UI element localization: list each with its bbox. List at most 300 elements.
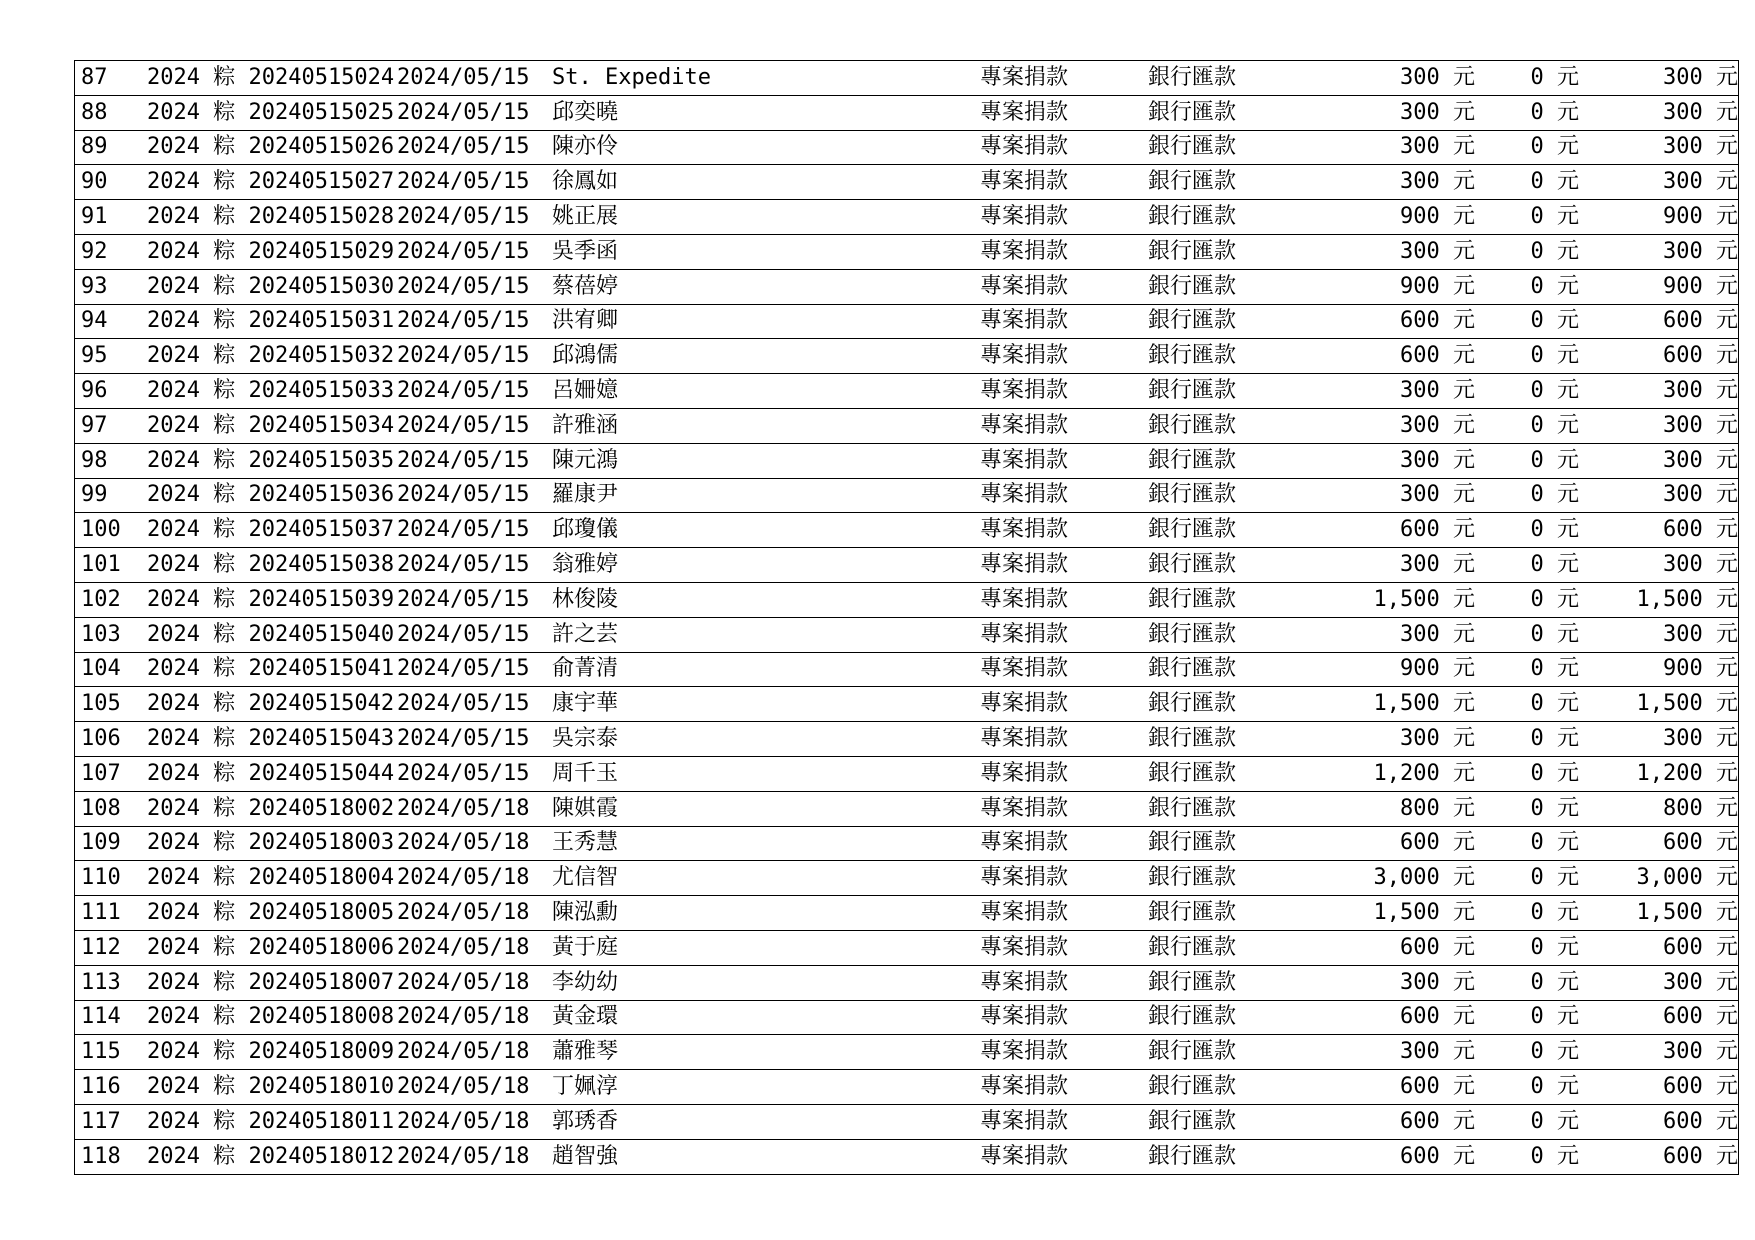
- net-amount: 800 元: [1579, 791, 1739, 826]
- donation-amount: 300 元: [1334, 443, 1475, 478]
- receipt-id: 2024 粽 20240515025: [147, 95, 397, 130]
- net-amount: 600 元: [1579, 304, 1739, 339]
- net-amount: 300 元: [1579, 61, 1739, 96]
- net-amount: 3,000 元: [1579, 861, 1739, 896]
- table-row: [75, 1139, 1739, 1174]
- donation-type: 專案捐款: [980, 1070, 1148, 1105]
- table-row: [75, 374, 1739, 409]
- donation-amount: 600 元: [1334, 1104, 1475, 1139]
- payment-method: 銀行匯款: [1148, 61, 1334, 96]
- payment-method: 銀行匯款: [1148, 582, 1334, 617]
- row-number: 99: [75, 478, 148, 513]
- payment-method: 銀行匯款: [1148, 443, 1334, 478]
- row-number: 111: [75, 896, 148, 931]
- receipt-id: 2024 粽 20240515024: [147, 61, 397, 96]
- donation-date: 2024/05/15: [397, 200, 552, 235]
- donor-name: 姚正展: [552, 200, 980, 235]
- donation-type: 專案捐款: [980, 965, 1148, 1000]
- row-number: 104: [75, 652, 148, 687]
- donation-type: 專案捐款: [980, 61, 1148, 96]
- receipt-id: 2024 粽 20240515036: [147, 478, 397, 513]
- donation-amount: 600 元: [1334, 930, 1475, 965]
- net-amount: 600 元: [1579, 339, 1739, 374]
- fee-amount: 0 元: [1475, 826, 1579, 861]
- donor-name: St. Expedite: [552, 61, 980, 96]
- row-number: 101: [75, 548, 148, 583]
- net-amount: 600 元: [1579, 1139, 1739, 1174]
- table-row: [75, 234, 1739, 269]
- net-amount: 300 元: [1579, 443, 1739, 478]
- donor-name: 康宇華: [552, 687, 980, 722]
- fee-amount: 0 元: [1475, 443, 1579, 478]
- row-number: 105: [75, 687, 148, 722]
- donation-amount: 300 元: [1334, 722, 1475, 757]
- net-amount: 900 元: [1579, 652, 1739, 687]
- donation-date: 2024/05/15: [397, 548, 552, 583]
- payment-method: 銀行匯款: [1148, 756, 1334, 791]
- donation-date: 2024/05/15: [397, 130, 552, 165]
- net-amount: 300 元: [1579, 165, 1739, 200]
- donor-name: 李幼幼: [552, 965, 980, 1000]
- table-row: [75, 1104, 1739, 1139]
- donor-name: 陳泓勳: [552, 896, 980, 931]
- fee-amount: 0 元: [1475, 1104, 1579, 1139]
- payment-method: 銀行匯款: [1148, 95, 1334, 130]
- receipt-id: 2024 粽 20240515037: [147, 513, 397, 548]
- payment-method: 銀行匯款: [1148, 1070, 1334, 1105]
- donation-type: 專案捐款: [980, 930, 1148, 965]
- donation-date: 2024/05/18: [397, 826, 552, 861]
- payment-method: 銀行匯款: [1148, 896, 1334, 931]
- net-amount: 300 元: [1579, 1035, 1739, 1070]
- donation-amount: 300 元: [1334, 130, 1475, 165]
- table-row: [75, 61, 1739, 96]
- donation-table-body: [75, 61, 1739, 1175]
- receipt-id: 2024 粽 20240515043: [147, 722, 397, 757]
- row-number: 88: [75, 95, 148, 130]
- donation-date: 2024/05/18: [397, 791, 552, 826]
- row-number: 89: [75, 130, 148, 165]
- donation-type: 專案捐款: [980, 1035, 1148, 1070]
- donor-name: 邱瓊儀: [552, 513, 980, 548]
- receipt-id: 2024 粽 20240515040: [147, 617, 397, 652]
- fee-amount: 0 元: [1475, 1139, 1579, 1174]
- donation-date: 2024/05/15: [397, 234, 552, 269]
- donation-date: 2024/05/15: [397, 652, 552, 687]
- donation-date: 2024/05/15: [397, 582, 552, 617]
- table-row: [75, 652, 1739, 687]
- payment-method: 銀行匯款: [1148, 687, 1334, 722]
- donation-date: 2024/05/15: [397, 687, 552, 722]
- donation-date: 2024/05/18: [397, 1000, 552, 1035]
- receipt-id: 2024 粽 20240515041: [147, 652, 397, 687]
- row-number: 108: [75, 791, 148, 826]
- donation-type: 專案捐款: [980, 861, 1148, 896]
- donation-type: 專案捐款: [980, 548, 1148, 583]
- table-row: [75, 687, 1739, 722]
- row-number: 93: [75, 269, 148, 304]
- donation-amount: 1,500 元: [1334, 896, 1475, 931]
- fee-amount: 0 元: [1475, 582, 1579, 617]
- payment-method: 銀行匯款: [1148, 1000, 1334, 1035]
- row-number: 87: [75, 61, 148, 96]
- net-amount: 900 元: [1579, 269, 1739, 304]
- table-row: [75, 548, 1739, 583]
- donation-type: 專案捐款: [980, 1104, 1148, 1139]
- payment-method: 銀行匯款: [1148, 791, 1334, 826]
- fee-amount: 0 元: [1475, 687, 1579, 722]
- donation-date: 2024/05/15: [397, 61, 552, 96]
- donor-name: 許雅涵: [552, 408, 980, 443]
- net-amount: 1,200 元: [1579, 756, 1739, 791]
- donation-amount: 300 元: [1334, 965, 1475, 1000]
- fee-amount: 0 元: [1475, 165, 1579, 200]
- row-number: 100: [75, 513, 148, 548]
- table-row: [75, 478, 1739, 513]
- receipt-id: 2024 粽 20240515042: [147, 687, 397, 722]
- payment-method: 銀行匯款: [1148, 165, 1334, 200]
- row-number: 90: [75, 165, 148, 200]
- donation-date: 2024/05/15: [397, 269, 552, 304]
- donor-name: 林俊陵: [552, 582, 980, 617]
- donor-name: 許之芸: [552, 617, 980, 652]
- donation-type: 專案捐款: [980, 617, 1148, 652]
- net-amount: 600 元: [1579, 1104, 1739, 1139]
- donor-name: 徐鳳如: [552, 165, 980, 200]
- net-amount: 300 元: [1579, 617, 1739, 652]
- donor-name: 王秀慧: [552, 826, 980, 861]
- table-row: [75, 896, 1739, 931]
- donor-name: 邱奕曉: [552, 95, 980, 130]
- donation-amount: 600 元: [1334, 513, 1475, 548]
- donor-name: 陳娸霞: [552, 791, 980, 826]
- payment-method: 銀行匯款: [1148, 408, 1334, 443]
- receipt-id: 2024 粽 20240518009: [147, 1035, 397, 1070]
- payment-method: 銀行匯款: [1148, 1104, 1334, 1139]
- receipt-id: 2024 粽 20240515039: [147, 582, 397, 617]
- donation-amount: 600 元: [1334, 826, 1475, 861]
- receipt-id: 2024 粽 20240515033: [147, 374, 397, 409]
- donation-amount: 900 元: [1334, 269, 1475, 304]
- donor-name: 陳亦伶: [552, 130, 980, 165]
- row-number: 112: [75, 930, 148, 965]
- fee-amount: 0 元: [1475, 95, 1579, 130]
- payment-method: 銀行匯款: [1148, 200, 1334, 235]
- donation-amount: 600 元: [1334, 304, 1475, 339]
- donation-type: 專案捐款: [980, 652, 1148, 687]
- fee-amount: 0 元: [1475, 1070, 1579, 1105]
- donation-amount: 300 元: [1334, 478, 1475, 513]
- payment-method: 銀行匯款: [1148, 826, 1334, 861]
- table-row: [75, 269, 1739, 304]
- donor-name: 蕭雅琴: [552, 1035, 980, 1070]
- donor-name: 邱鴻儒: [552, 339, 980, 374]
- row-number: 115: [75, 1035, 148, 1070]
- donation-amount: 300 元: [1334, 617, 1475, 652]
- table-row: [75, 582, 1739, 617]
- payment-method: 銀行匯款: [1148, 722, 1334, 757]
- donation-table: [74, 60, 1739, 1175]
- table-row: [75, 513, 1739, 548]
- row-number: 102: [75, 582, 148, 617]
- table-row: [75, 443, 1739, 478]
- donation-type: 專案捐款: [980, 582, 1148, 617]
- donation-date: 2024/05/15: [397, 339, 552, 374]
- donation-date: 2024/05/15: [397, 165, 552, 200]
- donor-name: 翁雅婷: [552, 548, 980, 583]
- table-row: [75, 200, 1739, 235]
- donation-amount: 900 元: [1334, 652, 1475, 687]
- donation-type: 專案捐款: [980, 304, 1148, 339]
- receipt-id: 2024 粽 20240518011: [147, 1104, 397, 1139]
- receipt-id: 2024 粽 20240518007: [147, 965, 397, 1000]
- table-row: [75, 304, 1739, 339]
- donor-name: 呂姍嬑: [552, 374, 980, 409]
- donation-date: 2024/05/15: [397, 95, 552, 130]
- fee-amount: 0 元: [1475, 1000, 1579, 1035]
- fee-amount: 0 元: [1475, 652, 1579, 687]
- donation-type: 專案捐款: [980, 165, 1148, 200]
- donor-name: 尤信智: [552, 861, 980, 896]
- donor-name: 陳元鴻: [552, 443, 980, 478]
- donation-type: 專案捐款: [980, 687, 1148, 722]
- donation-date: 2024/05/15: [397, 756, 552, 791]
- fee-amount: 0 元: [1475, 861, 1579, 896]
- net-amount: 600 元: [1579, 930, 1739, 965]
- net-amount: 1,500 元: [1579, 687, 1739, 722]
- row-number: 95: [75, 339, 148, 374]
- donation-type: 專案捐款: [980, 791, 1148, 826]
- donation-type: 專案捐款: [980, 1139, 1148, 1174]
- fee-amount: 0 元: [1475, 478, 1579, 513]
- donation-date: 2024/05/15: [397, 408, 552, 443]
- donation-type: 專案捐款: [980, 95, 1148, 130]
- donation-amount: 1,500 元: [1334, 582, 1475, 617]
- net-amount: 600 元: [1579, 826, 1739, 861]
- donation-date: 2024/05/15: [397, 617, 552, 652]
- row-number: 114: [75, 1000, 148, 1035]
- fee-amount: 0 元: [1475, 756, 1579, 791]
- donation-amount: 600 元: [1334, 1070, 1475, 1105]
- row-number: 109: [75, 826, 148, 861]
- donation-amount: 600 元: [1334, 1000, 1475, 1035]
- donation-type: 專案捐款: [980, 374, 1148, 409]
- payment-method: 銀行匯款: [1148, 617, 1334, 652]
- donation-date: 2024/05/18: [397, 1035, 552, 1070]
- payment-method: 銀行匯款: [1148, 269, 1334, 304]
- receipt-id: 2024 粽 20240518012: [147, 1139, 397, 1174]
- donation-amount: 3,000 元: [1334, 861, 1475, 896]
- table-row: [75, 1035, 1739, 1070]
- donation-amount: 600 元: [1334, 1139, 1475, 1174]
- donation-type: 專案捐款: [980, 200, 1148, 235]
- row-number: 103: [75, 617, 148, 652]
- donation-date: 2024/05/15: [397, 374, 552, 409]
- receipt-id: 2024 粽 20240515035: [147, 443, 397, 478]
- donor-name: 黃于庭: [552, 930, 980, 965]
- donation-type: 專案捐款: [980, 130, 1148, 165]
- net-amount: 300 元: [1579, 234, 1739, 269]
- receipt-id: 2024 粽 20240515029: [147, 234, 397, 269]
- payment-method: 銀行匯款: [1148, 652, 1334, 687]
- row-number: 98: [75, 443, 148, 478]
- donation-type: 專案捐款: [980, 1000, 1148, 1035]
- donation-amount: 300 元: [1334, 165, 1475, 200]
- net-amount: 1,500 元: [1579, 582, 1739, 617]
- row-number: 91: [75, 200, 148, 235]
- receipt-id: 2024 粽 20240515027: [147, 165, 397, 200]
- donation-amount: 800 元: [1334, 791, 1475, 826]
- donation-amount: 900 元: [1334, 200, 1475, 235]
- net-amount: 600 元: [1579, 1070, 1739, 1105]
- donation-date: 2024/05/18: [397, 861, 552, 896]
- net-amount: 300 元: [1579, 478, 1739, 513]
- receipt-id: 2024 粽 20240518006: [147, 930, 397, 965]
- donor-name: 趙智強: [552, 1139, 980, 1174]
- table-row: [75, 408, 1739, 443]
- payment-method: 銀行匯款: [1148, 513, 1334, 548]
- donor-name: 郭琇香: [552, 1104, 980, 1139]
- table-row: [75, 1000, 1739, 1035]
- row-number: 116: [75, 1070, 148, 1105]
- receipt-id: 2024 粽 20240518010: [147, 1070, 397, 1105]
- payment-method: 銀行匯款: [1148, 965, 1334, 1000]
- donation-date: 2024/05/15: [397, 304, 552, 339]
- donation-type: 專案捐款: [980, 443, 1148, 478]
- receipt-id: 2024 粽 20240515031: [147, 304, 397, 339]
- net-amount: 600 元: [1579, 1000, 1739, 1035]
- donation-date: 2024/05/18: [397, 965, 552, 1000]
- fee-amount: 0 元: [1475, 896, 1579, 931]
- donation-type: 專案捐款: [980, 408, 1148, 443]
- payment-method: 銀行匯款: [1148, 861, 1334, 896]
- donation-date: 2024/05/18: [397, 1104, 552, 1139]
- table-row: [75, 722, 1739, 757]
- fee-amount: 0 元: [1475, 513, 1579, 548]
- net-amount: 300 元: [1579, 722, 1739, 757]
- receipt-id: 2024 粽 20240518005: [147, 896, 397, 931]
- donation-type: 專案捐款: [980, 896, 1148, 931]
- payment-method: 銀行匯款: [1148, 1035, 1334, 1070]
- net-amount: 300 元: [1579, 95, 1739, 130]
- row-number: 110: [75, 861, 148, 896]
- donation-date: 2024/05/15: [397, 443, 552, 478]
- table-row: [75, 130, 1739, 165]
- fee-amount: 0 元: [1475, 617, 1579, 652]
- table-row: [75, 165, 1739, 200]
- payment-method: 銀行匯款: [1148, 374, 1334, 409]
- donor-name: 吳宗泰: [552, 722, 980, 757]
- receipt-id: 2024 粽 20240515032: [147, 339, 397, 374]
- donor-name: 吳季函: [552, 234, 980, 269]
- table-row: [75, 617, 1739, 652]
- fee-amount: 0 元: [1475, 130, 1579, 165]
- fee-amount: 0 元: [1475, 269, 1579, 304]
- payment-method: 銀行匯款: [1148, 339, 1334, 374]
- row-number: 106: [75, 722, 148, 757]
- fee-amount: 0 元: [1475, 1035, 1579, 1070]
- donation-amount: 600 元: [1334, 339, 1475, 374]
- net-amount: 1,500 元: [1579, 896, 1739, 931]
- payment-method: 銀行匯款: [1148, 478, 1334, 513]
- donation-type: 專案捐款: [980, 722, 1148, 757]
- table-row: [75, 756, 1739, 791]
- donation-amount: 1,500 元: [1334, 687, 1475, 722]
- donation-amount: 300 元: [1334, 374, 1475, 409]
- donation-type: 專案捐款: [980, 826, 1148, 861]
- table-row: [75, 826, 1739, 861]
- payment-method: 銀行匯款: [1148, 130, 1334, 165]
- row-number: 117: [75, 1104, 148, 1139]
- payment-method: 銀行匯款: [1148, 234, 1334, 269]
- donation-amount: 300 元: [1334, 234, 1475, 269]
- row-number: 94: [75, 304, 148, 339]
- payment-method: 銀行匯款: [1148, 304, 1334, 339]
- fee-amount: 0 元: [1475, 408, 1579, 443]
- receipt-id: 2024 粽 20240515044: [147, 756, 397, 791]
- donation-type: 專案捐款: [980, 339, 1148, 374]
- row-number: 107: [75, 756, 148, 791]
- donation-date: 2024/05/15: [397, 478, 552, 513]
- table-row: [75, 791, 1739, 826]
- donation-type: 專案捐款: [980, 478, 1148, 513]
- donation-type: 專案捐款: [980, 756, 1148, 791]
- table-row: [75, 95, 1739, 130]
- receipt-id: 2024 粽 20240518004: [147, 861, 397, 896]
- fee-amount: 0 元: [1475, 548, 1579, 583]
- donation-amount: 300 元: [1334, 408, 1475, 443]
- net-amount: 300 元: [1579, 130, 1739, 165]
- donation-type: 專案捐款: [980, 269, 1148, 304]
- donation-amount: 300 元: [1334, 61, 1475, 96]
- donation-amount: 300 元: [1334, 95, 1475, 130]
- table-row: [75, 339, 1739, 374]
- payment-method: 銀行匯款: [1148, 548, 1334, 583]
- net-amount: 300 元: [1579, 548, 1739, 583]
- donation-date: 2024/05/15: [397, 513, 552, 548]
- donor-name: 羅康尹: [552, 478, 980, 513]
- net-amount: 300 元: [1579, 965, 1739, 1000]
- fee-amount: 0 元: [1475, 930, 1579, 965]
- donation-amount: 300 元: [1334, 1035, 1475, 1070]
- receipt-id: 2024 粽 20240515034: [147, 408, 397, 443]
- fee-amount: 0 元: [1475, 339, 1579, 374]
- fee-amount: 0 元: [1475, 791, 1579, 826]
- donor-name: 黃金環: [552, 1000, 980, 1035]
- donation-type: 專案捐款: [980, 513, 1148, 548]
- fee-amount: 0 元: [1475, 965, 1579, 1000]
- donation-amount: 1,200 元: [1334, 756, 1475, 791]
- donor-name: 蔡蓓婷: [552, 269, 980, 304]
- net-amount: 300 元: [1579, 408, 1739, 443]
- receipt-id: 2024 粽 20240515028: [147, 200, 397, 235]
- fee-amount: 0 元: [1475, 304, 1579, 339]
- fee-amount: 0 元: [1475, 200, 1579, 235]
- receipt-id: 2024 粽 20240518008: [147, 1000, 397, 1035]
- row-number: 92: [75, 234, 148, 269]
- table-row: [75, 1070, 1739, 1105]
- payment-method: 銀行匯款: [1148, 930, 1334, 965]
- net-amount: 900 元: [1579, 200, 1739, 235]
- receipt-id: 2024 粽 20240518002: [147, 791, 397, 826]
- net-amount: 600 元: [1579, 513, 1739, 548]
- row-number: 97: [75, 408, 148, 443]
- donation-date: 2024/05/18: [397, 896, 552, 931]
- table-row: [75, 861, 1739, 896]
- fee-amount: 0 元: [1475, 61, 1579, 96]
- donor-name: 周千玉: [552, 756, 980, 791]
- donor-name: 俞菁清: [552, 652, 980, 687]
